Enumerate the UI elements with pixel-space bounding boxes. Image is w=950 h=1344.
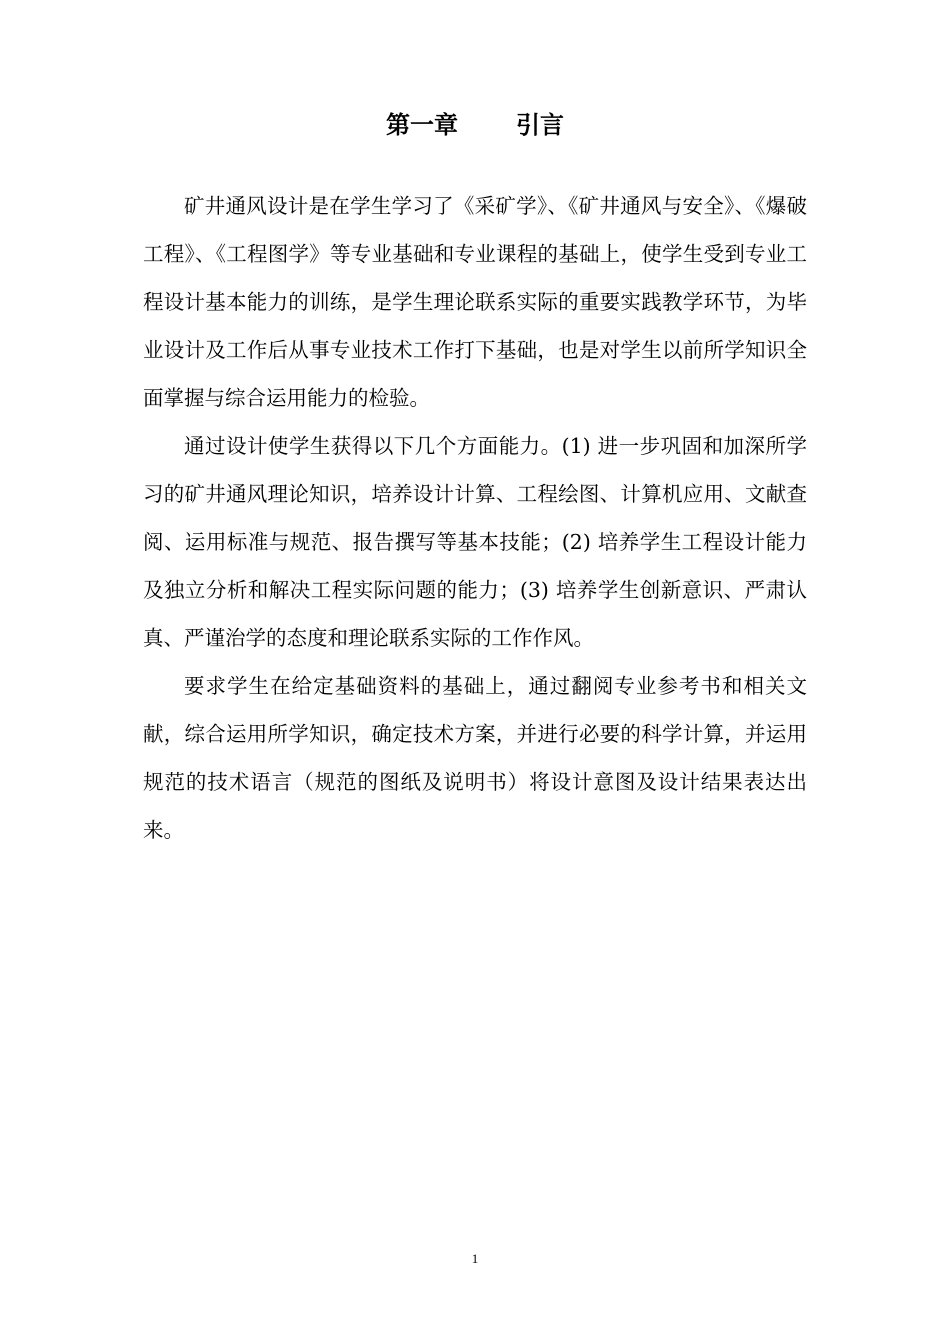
paragraph-2: 通过设计使学生获得以下几个方面能力。(1) 进一步巩固和加深所学习的矿井通风理论知识，培养设计计算、工程绘图、计算机应用、文献查阅、运用标准与规范、报告撰写等基本技能；(2) 培养学生工程设计能力及独立分析和解决工程实际问题的能力；(3) 培养学生创新意识、严肃认真、严谨治学的态度和理论联系实际的工作作风。 <box>143 434 807 650</box>
chapter-body <box>143 182 807 854</box>
page-number: 1 <box>471 1251 479 1266</box>
chapter-heading <box>0 108 950 142</box>
chapter-number: 第一章 <box>386 111 458 139</box>
paragraph-3: 要求学生在给定基础资料的基础上，通过翻阅专业参考书和相关文献，综合运用所学知识，确定技术方案，并进行必要的科学计算，并运用规范的技术语言（规范的图纸及说明书）将设计意图及设计结果表达出来。 <box>143 674 807 842</box>
chapter-title: 引言 <box>516 111 564 139</box>
paragraph-1: 矿井通风设计是在学生学习了《采矿学》、《矿井通风与安全》、《爆破工程》、《工程图学》等专业基础和专业课程的基础上，使学生受到专业工程设计基本能力的训练，是学生理论联系实际的重要实践教学环节，为毕业设计及工作后从事专业技术工作打下基础，也是对学生以前所学知识全面掌握与综合运用能力的检验。 <box>143 194 807 410</box>
